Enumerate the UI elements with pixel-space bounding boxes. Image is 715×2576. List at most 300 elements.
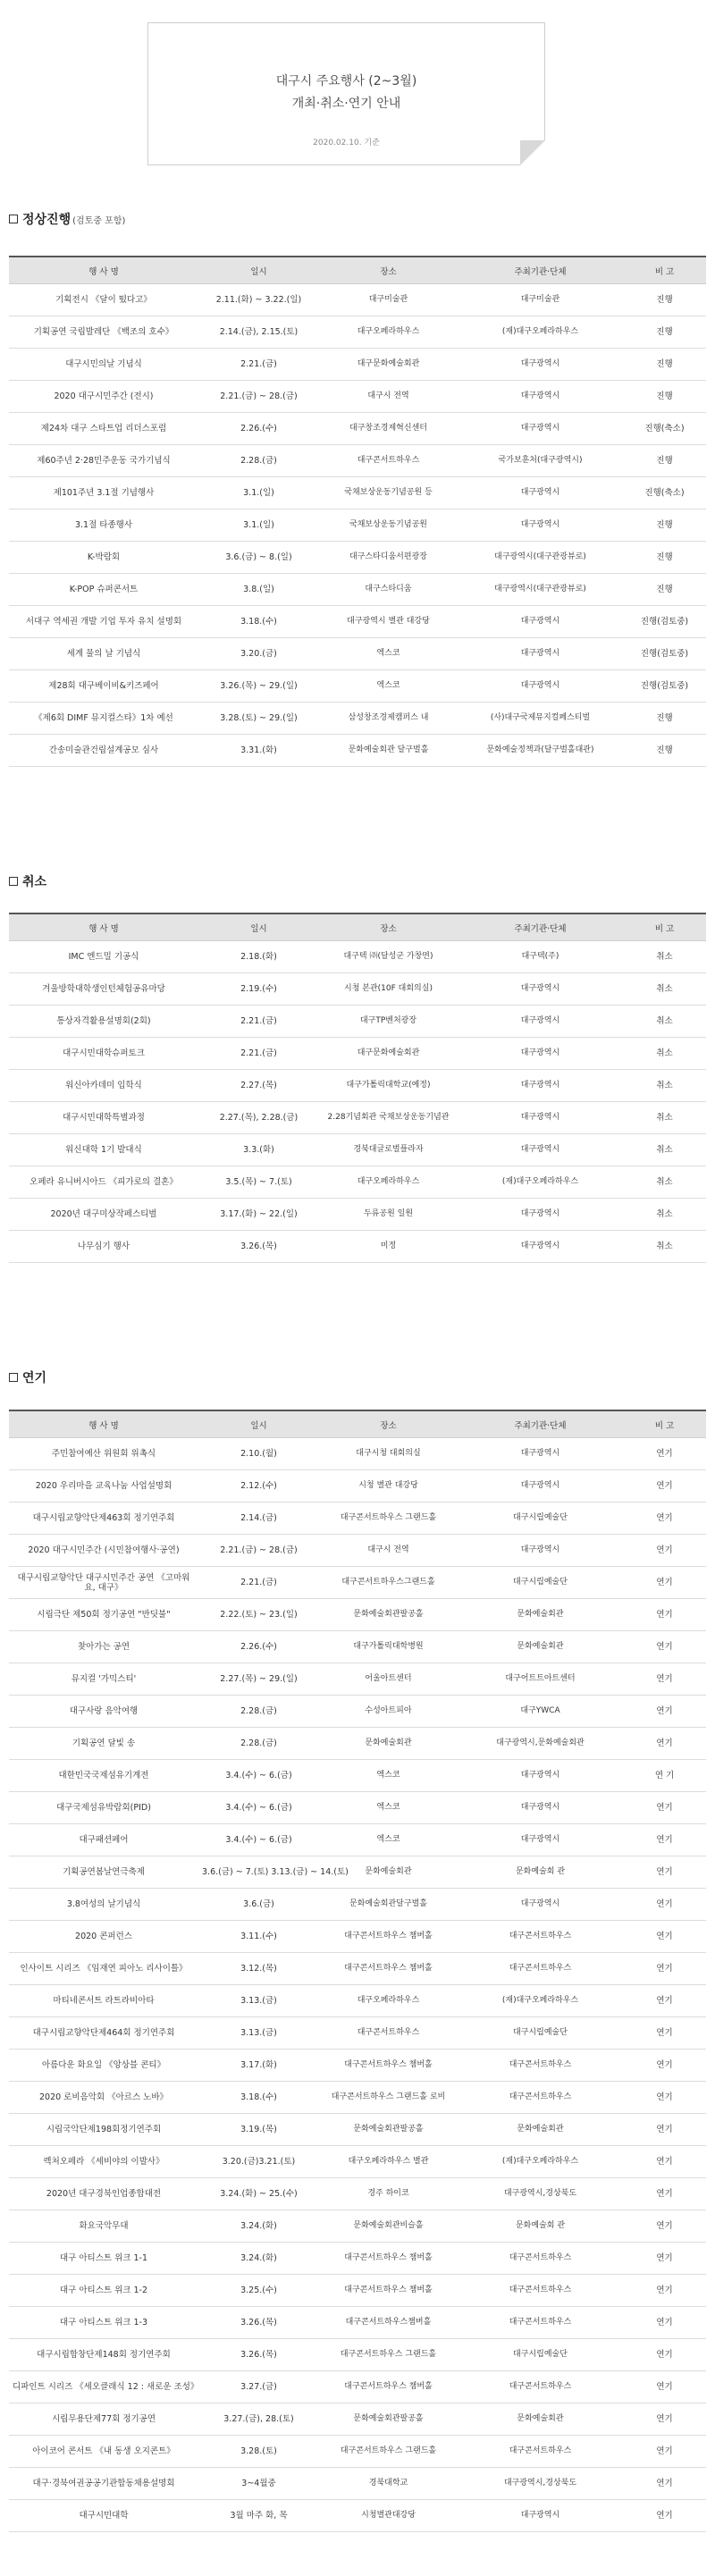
column-header-col-venue: 장소 [319,1410,458,1438]
event-venue: 문화예술회관 [319,1728,458,1760]
event-host: 대구광역시 [458,606,623,638]
square-bullet-icon [9,877,18,886]
event-date: 2.28.(금) [198,1696,319,1728]
table-row [9,574,706,606]
event-venue: 대구오페라하우스 [319,1166,458,1199]
event-name: 제60주년 2·28민주운동 국가기념식 [9,445,198,477]
event-venue: 삼성창조경제캠퍼스 내 [319,703,458,735]
table-row [9,1696,706,1728]
event-host: 대구콘서트하우스 [458,2050,623,2082]
table-row [9,1663,706,1696]
event-venue: 대구콘서트하우스 챔버홀 [319,2371,458,2403]
event-host: 대구콘서트하우스 [458,2243,623,2275]
event-venue: 대구스타디움서편광장 [319,542,458,574]
event-name: K-POP 슈퍼콘서트 [9,574,198,606]
event-venue: 대구TP벤처광장 [319,1006,458,1038]
event-status: 진행 [623,381,706,413]
event-venue: 대구콘서트하우스 그랜드홀 [319,2436,458,2468]
event-host: 대구광역시 [458,1070,623,1102]
table-row [9,445,706,477]
event-name: 대구사랑 음악여행 [9,1696,198,1728]
event-status: 연기 [623,2210,706,2243]
event-name: 대구시립합창단제148회 정기연주회 [9,2339,198,2371]
event-date: 2.14.(금), 2.15.(토) [198,316,319,349]
table-row [9,509,706,542]
table-row [9,2178,706,2210]
event-date: 3.28.(토) ~ 29.(일) [198,703,319,735]
event-venue: 대구콘서트하우스 챔버홀 [319,1921,458,1953]
event-date: 2.19.(수) [198,973,319,1006]
event-venue: 국채보상운동기념공원 [319,509,458,542]
event-venue: 대구콘서트하우스 챔버홀 [319,2050,458,2082]
event-status: 연기 [623,1503,706,1535]
event-name: 2020 대구시민주간 (전시) [9,381,198,413]
event-status: 연기 [623,2468,706,2500]
table-row [9,1728,706,1760]
event-host: 문화예술회관 [458,1599,623,1631]
square-bullet-icon [9,215,18,223]
event-name: 대구 아티스트 위크 1-3 [9,2307,198,2339]
event-status: 취소 [623,941,706,973]
event-name: 대구시민대학특별과정 [9,1102,198,1134]
table-row [9,1985,706,2017]
event-venue: 대구창조경제혁신센터 [319,413,458,445]
table-row [9,735,706,767]
table-row [9,1856,706,1889]
event-status: 진행 [623,509,706,542]
section-title-cancelled [9,872,46,890]
table-row [9,284,706,316]
event-date: 3.24.(화) [198,2210,319,2243]
event-host: 대구광역시 [458,638,623,670]
event-status: 연기 [623,1696,706,1728]
event-name: 대구패션페어 [9,1824,198,1856]
table-row [9,349,706,381]
event-venue: 국채보상운동기념공원 등 [319,477,458,509]
event-venue: 대구콘서트하우스 챔버홀 [319,2243,458,2275]
square-bullet-icon [9,1373,18,1382]
event-status: 진행 [623,316,706,349]
event-venue: 대구시 전역 [319,381,458,413]
section-title-text: 연기 [22,1371,47,1385]
column-header-col-remark: 비 고 [623,1410,706,1438]
event-name: 2020 우리마을 교육나눔 사업설명회 [9,1470,198,1503]
event-date: 3.6.(금) ~ 8.(일) [198,542,319,574]
event-date: 3.27.(금), 28.(토) [198,2403,319,2436]
table-row [9,2210,706,2243]
event-name: 세계 물의 날 기념식 [9,638,198,670]
column-header-col-venue: 장소 [319,257,458,284]
event-status: 취소 [623,1102,706,1134]
event-venue: 대구오페라하우스 별관 [319,2146,458,2178]
event-name: 오페라 유니버시아드 《피가로의 결혼》 [9,1166,198,1199]
event-name: 대구 아티스트 위크 1-1 [9,2243,198,2275]
event-date: 3.3.(화) [198,1134,319,1166]
event-host: 문화예술회 관 [458,2210,623,2243]
event-date: 3.1.(일) [198,509,319,542]
event-venue: 두류공원 일원 [319,1199,458,1231]
event-host: 대구광역시 [458,1792,623,1824]
event-date: 3.20.(금) [198,638,319,670]
event-date: 2.18.(화) [198,941,319,973]
event-host: 대구광역시 [458,1102,623,1134]
event-host: 대구광역시 [458,1199,623,1231]
table-row [9,1824,706,1856]
event-status: 연기 [623,2275,706,2307]
table-row [9,941,706,973]
event-host: 대구광역시 [458,1038,623,1070]
event-host: 대구어트트아트센터 [458,1663,623,1696]
event-name: 제24차 대구 스타트업 리더스포럼 [9,413,198,445]
event-name: 기획공연 국립발레단 《백조의 호수》 [9,316,198,349]
event-name: 아름다운 화요일 《앙상블 콘티》 [9,2050,198,2082]
event-venue: 대구콘서트하우스 [319,445,458,477]
table-row [9,1438,706,1470]
table-row [9,1889,706,1921]
event-name: 대구시립교향악단제464회 정기연주회 [9,2017,198,2050]
event-host: (사)대구국제뮤지컬페스티벌 [458,703,623,735]
section-title-postponed [9,1368,46,1386]
event-name: 대구·경북여권공공기관합동채용설명회 [9,2468,198,2500]
event-date: 2.14.(금) [198,1503,319,1535]
table-row [9,2243,706,2275]
event-status: 진행 [623,735,706,767]
event-date: 3.6.(금) ~ 7.(토) 3.13.(금) ~ 14.(토) [198,1856,319,1889]
event-status: 연기 [623,2082,706,2114]
event-name: 3.1절 타종행사 [9,509,198,542]
event-name: 대구 아티스트 위크 1-2 [9,2275,198,2307]
table-row [9,1953,706,1985]
event-status: 연기 [623,1663,706,1696]
event-venue: 대구콘서트하우스챔버홀 [319,2307,458,2339]
event-date: 3월 마주 화, 목 [198,2500,319,2532]
event-date: 2.21.(금) ~ 28.(금) [198,381,319,413]
event-host: 대구광역시 [458,349,623,381]
page-subtitle: 개최·취소·연기 안내 [291,97,401,111]
event-venue: 수성아트피아 [319,1696,458,1728]
event-date: 2.28.(금) [198,1728,319,1760]
table-row [9,1921,706,1953]
event-name: 찾아가는 공연 [9,1631,198,1663]
column-header-col-event: 행 사 명 [9,257,198,284]
table-header-row [9,913,706,941]
event-venue: 미정 [319,1231,458,1263]
event-venue: 대구오페라하우스 [319,1985,458,2017]
column-header-col-venue: 장소 [319,913,458,941]
table-row [9,1199,706,1231]
section-title-proceeding [9,210,125,228]
event-status: 연 기 [623,1760,706,1792]
event-name: 2020년 대구미상작페스티벌 [9,1199,198,1231]
table-row [9,638,706,670]
table-row [9,1166,706,1199]
column-header-col-host: 주최기관·단체 [458,1410,623,1438]
event-host: 문화예술정책과(달구벌홀대관) [458,735,623,767]
event-name: 2020 대구시민주간 (시민참여행사·공연) [9,1535,198,1567]
event-host: 대구YWCA [458,1696,623,1728]
table-row [9,1070,706,1102]
event-host: 대구광역시 [458,477,623,509]
event-date: 3.17.(화) ~ 22.(일) [198,1199,319,1231]
event-host: 문화예술회 관 [458,1856,623,1889]
event-status: 연기 [623,2436,706,2468]
event-name: 워신대학 1기 발대식 [9,1134,198,1166]
event-host: 대구미술관 [458,284,623,316]
event-status: 진행 [623,574,706,606]
event-host: 대구콘서트하우스 [458,2436,623,2468]
event-status: 취소 [623,1006,706,1038]
event-host: (재)대구오페라하우스 [458,1985,623,2017]
event-date: 3~4월중 [198,2468,319,2500]
event-status: 진행 [623,349,706,381]
table-row [9,2082,706,2114]
event-host: 대구시립예술단 [458,2017,623,2050]
event-host: 대구텍(주) [458,941,623,973]
event-status: 취소 [623,973,706,1006]
event-host: 국가보훈처(대구광역시) [458,445,623,477]
event-host: 대구콘서트하우스 [458,1953,623,1985]
event-venue: 대구오페라하우스 [319,316,458,349]
event-date: 3.26.(목) [198,2339,319,2371]
event-date: 3.1.(일) [198,477,319,509]
event-date: 3.4.(수) ~ 6.(금) [198,1824,319,1856]
event-date: 2.21.(금) [198,1038,319,1070]
event-date: 3.18.(수) [198,606,319,638]
event-date: 3.28.(토) [198,2436,319,2468]
event-venue: 대구콘서트하우스 챔버홀 [319,2275,458,2307]
event-host: 대구광역시(대구관광뷰로) [458,574,623,606]
table-row [9,1535,706,1567]
event-name: 대구시립교향악단 대구시민주간 공연 《고마워요, 대구》 [9,1567,198,1599]
event-name: 디파인트 시리즈 《세오클래식 12 : 새로운 조성》 [9,2371,198,2403]
table-row [9,2275,706,2307]
event-venue: 시청별관대강당 [319,2500,458,2532]
event-status: 취소 [623,1231,706,1263]
table-row [9,703,706,735]
event-host: 대구광역시 [458,1134,623,1166]
event-status: 연기 [623,1921,706,1953]
table-row [9,2468,706,2500]
table-row [9,1792,706,1824]
reference-date: 2020.02.10. 기준 [313,139,380,147]
event-host: 대구광역시 [458,2500,623,2532]
event-date: 2.28.(금) [198,445,319,477]
event-status: 연기 [623,1792,706,1824]
event-status: 연기 [623,1567,706,1599]
table-row [9,2436,706,2468]
table-proceeding [9,256,706,767]
event-status: 진행 [623,703,706,735]
event-name: K-박람회 [9,542,198,574]
table-row [9,1631,706,1663]
event-date: 2.21.(금) ~ 28.(금) [198,1535,319,1567]
table-row [9,381,706,413]
event-date: 3.4.(수) ~ 6.(금) [198,1792,319,1824]
table-row [9,2339,706,2371]
event-name: 나무심기 행사 [9,1231,198,1263]
event-status: 연기 [623,1953,706,1985]
event-name: 시립무용단제77회 정기공연 [9,2403,198,2436]
event-name: 시립국악단제198회정기연주회 [9,2114,198,2146]
event-host: 문화예술회관 [458,2114,623,2146]
event-venue: 엑스코 [319,670,458,703]
event-host: 대구광역시 [458,509,623,542]
table-row [9,1503,706,1535]
event-date: 3.26.(목) [198,1231,319,1263]
event-date: 2.21.(금) [198,1567,319,1599]
event-name: 워신아카데미 입학식 [9,1070,198,1102]
event-host: 대구광역시 [458,1889,623,1921]
event-name: 마티네콘서트 라트라비아타 [9,1985,198,2017]
event-name: 아이코어 콘서트 《내 동생 오지콘트》 [9,2436,198,2468]
event-host: (재)대구오페라하우스 [458,316,623,349]
event-venue: 대구스타디움 [319,574,458,606]
table-row [9,1599,706,1631]
event-venue: 대구콘서트하우스 그랜드홀 [319,2339,458,2371]
table-row [9,2114,706,2146]
event-venue: 대구광역시 별관 대강당 [319,606,458,638]
event-name: 기획공연봄날연극축제 [9,1856,198,1889]
event-date: 3.20.(금)3.21.(토) [198,2146,319,2178]
table-row [9,606,706,638]
event-name: 통상자격활용설명회(2회) [9,1006,198,1038]
table-row [9,1134,706,1166]
event-host: 대구광역시 [458,381,623,413]
event-name: 대구시민대학 [9,2500,198,2532]
column-header-col-date: 일시 [198,257,319,284]
event-date: 2.10.(월) [198,1438,319,1470]
event-status: 연기 [623,1889,706,1921]
event-status: 연기 [623,1438,706,1470]
table-row [9,2500,706,2532]
event-venue: 대구시 전역 [319,1535,458,1567]
event-venue: 문화예술회관비슬홀 [319,2210,458,2243]
event-status: 진행(검토중) [623,638,706,670]
event-date: 2.27.(목) ~ 29.(일) [198,1663,319,1696]
event-host: 대구광역시 [458,1824,623,1856]
table-postponed [9,1410,706,2532]
event-host: (재)대구오페라하우스 [458,2146,623,2178]
table-header-row [9,1410,706,1438]
table-row [9,2307,706,2339]
event-venue: 대구콘서트하우스 챔버홀 [319,1953,458,1985]
event-name: 뮤지컬 '가믹스티' [9,1663,198,1696]
event-venue: 시청 본관(10F 대회의실) [319,973,458,1006]
event-host: 대구광역시,경상북도 [458,2178,623,2210]
event-status: 취소 [623,1134,706,1166]
table-row [9,2017,706,2050]
event-venue: 문화예술회관팔공홀 [319,2114,458,2146]
event-venue: 문화예술회관팔공홀 [319,2403,458,2436]
event-host: 대구광역시 [458,1470,623,1503]
event-name: 인사이트 시리즈 《임재연 피아노 리사이틀》 [9,1953,198,1985]
event-name: 기획공연 달빛 송 [9,1728,198,1760]
event-status: 연기 [623,1535,706,1567]
event-status: 취소 [623,1070,706,1102]
event-date: 3.27.(금) [198,2371,319,2403]
event-host: 대구광역시(대구관광뷰로) [458,542,623,574]
event-date: 3.25.(수) [198,2275,319,2307]
column-header-col-event: 행 사 명 [9,1410,198,1438]
event-date: 2.22.(토) ~ 23.(일) [198,1599,319,1631]
event-host: 문화예술회관 [458,1631,623,1663]
event-date: 3.8.(일) [198,574,319,606]
event-status: 취소 [623,1199,706,1231]
event-date: 2.27.(목) [198,1070,319,1102]
event-name: 대한민국국제섬유기계전 [9,1760,198,1792]
event-status: 연기 [623,2307,706,2339]
event-host: 대구광역시,경상북도 [458,2468,623,2500]
event-status: 진행(검토중) [623,670,706,703]
event-name: 대구시민의날 기념식 [9,349,198,381]
event-status: 연기 [623,1470,706,1503]
event-date: 2.21.(금) [198,1006,319,1038]
event-host: 대구시립예술단 [458,1567,623,1599]
table-row [9,670,706,703]
section-note: (검토중 포함) [72,215,126,226]
event-host: 대구광역시 [458,1006,623,1038]
event-status: 연기 [623,2339,706,2371]
event-venue: 대구콘서트하우스 [319,2017,458,2050]
event-host: 대구광역시 [458,1535,623,1567]
event-venue: 엑스코 [319,1760,458,1792]
event-venue: 문화예술회관팔공홀 [319,1599,458,1631]
table-row [9,1231,706,1263]
event-venue: 대구콘서트하우스그랜드홀 [319,1567,458,1599]
event-venue: 문화예술회관달구벌홀 [319,1889,458,1921]
event-host: 문화예술회관 [458,2403,623,2436]
event-name: 겨울방학대학생인턴체험공유마당 [9,973,198,1006]
event-name: 기획전시 《달이 떴다고》 [9,284,198,316]
event-status: 연기 [623,2403,706,2436]
event-date: 2.26.(수) [198,1631,319,1663]
section-title-text: 취소 [22,875,47,889]
table-row [9,316,706,349]
event-date: 3.6.(금) [198,1889,319,1921]
event-date: 3.4.(수) ~ 6.(금) [198,1760,319,1792]
event-status: 연기 [623,2500,706,2532]
table-row [9,413,706,445]
event-host: 대구콘서트하우스 [458,2275,623,2307]
event-date: 3.5.(목) ~ 7.(토) [198,1166,319,1199]
section-title-text: 정상진행 [22,213,72,227]
event-name: 제101주년 3.1절 기념행사 [9,477,198,509]
table-row [9,1038,706,1070]
event-date: 3.26.(목) ~ 29.(일) [198,670,319,703]
title-card [147,22,545,165]
event-host: 대구광역시 [458,1438,623,1470]
event-name: 제28회 대구베이비&키즈페어 [9,670,198,703]
event-date: 3.12.(목) [198,1953,319,1985]
event-host: 대구광역시 [458,670,623,703]
event-venue: 문화예술회관 [319,1856,458,1889]
event-date: 3.19.(목) [198,2114,319,2146]
event-name: 렉처오페라 《세비야의 이발사》 [9,2146,198,2178]
event-venue: 대구문화예술회관 [319,1038,458,1070]
event-host: 대구시립예술단 [458,1503,623,1535]
event-name: IMC 엔드밀 기공식 [9,941,198,973]
event-venue: 엑스코 [319,1792,458,1824]
event-host: 대구콘서트하우스 [458,2082,623,2114]
event-venue: 경북대학교 [319,2468,458,2500]
column-header-col-host: 주최기관·단체 [458,913,623,941]
event-name: 2020 콘퍼런스 [9,1921,198,1953]
event-host: 대구콘서트하우스 [458,2307,623,2339]
event-status: 연기 [623,2050,706,2082]
table-row [9,1102,706,1134]
event-status: 진행(축소) [623,477,706,509]
event-status: 연기 [623,1599,706,1631]
